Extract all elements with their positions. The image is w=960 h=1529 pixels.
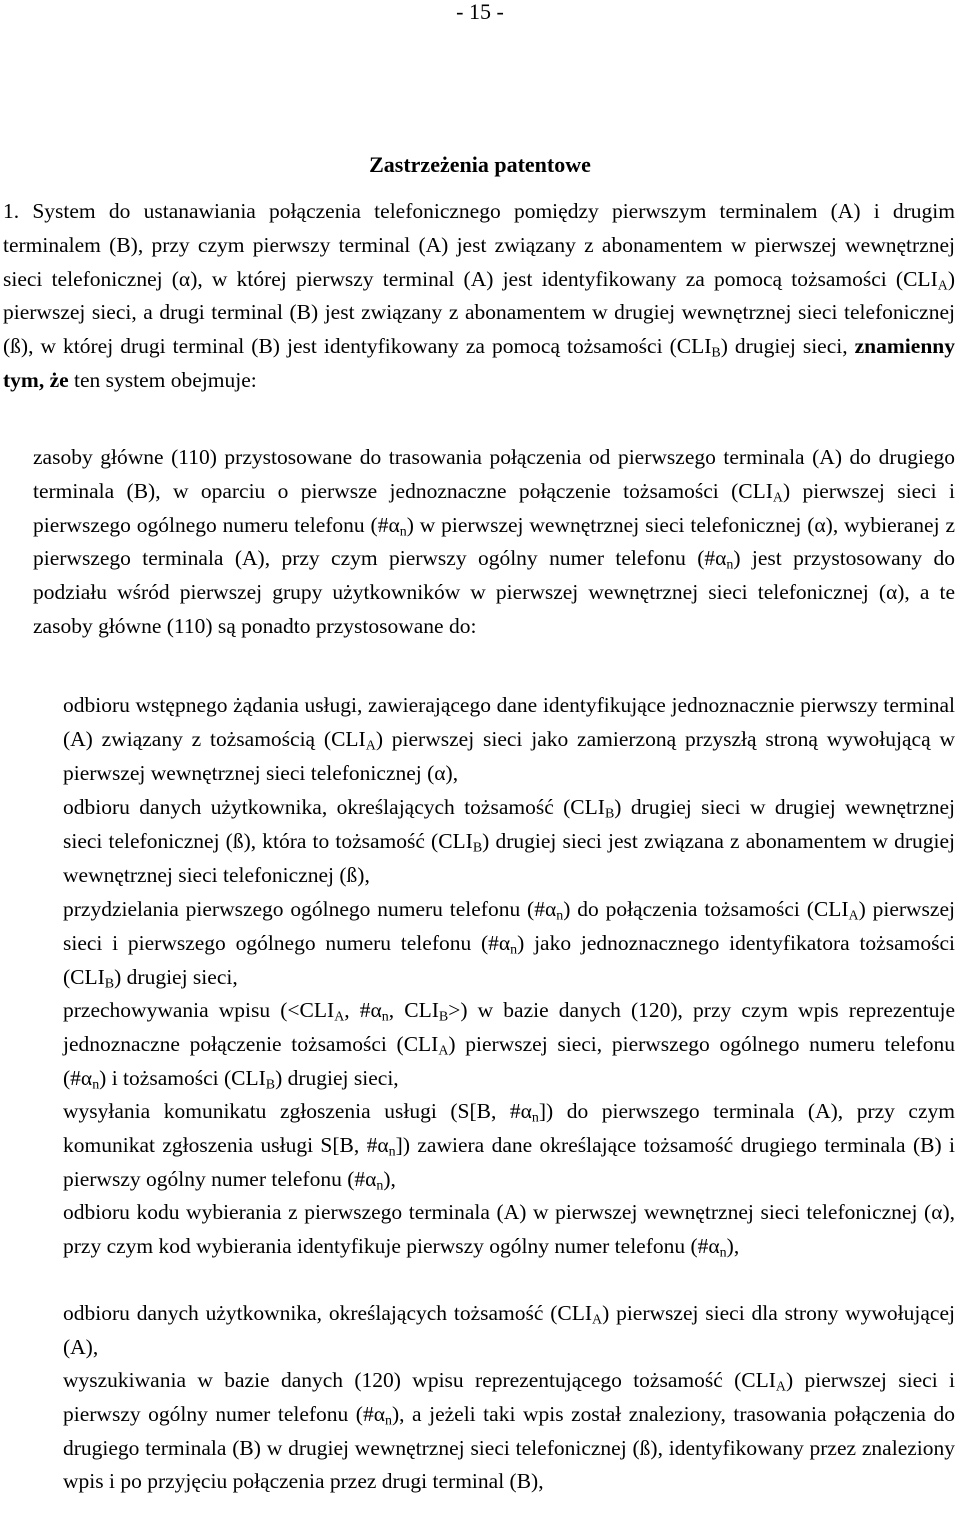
paragraph-text: zasoby główne (110) przystosowane do trasowania połączenia od pierwszego terminala (A) do drugiego terminala (B), w oparciu o pierwsze jednoznaczne połączenie tożsamości (CLI (33, 445, 955, 503)
function-item-2 (63, 791, 955, 892)
subscript: A (365, 738, 376, 754)
document-title: Zastrzeżenia patentowe (369, 152, 591, 177)
subscript: n (531, 1110, 539, 1126)
subscript: B (472, 840, 483, 856)
subscript: n (510, 942, 518, 958)
claim-text: ten system obejmuje: (68, 367, 257, 392)
subscript: B (711, 345, 721, 361)
claim-text: ) drugiej sieci, (720, 334, 855, 359)
item-text: odbioru danych użytkownika, określających tożsamość (CLI (63, 1301, 593, 1325)
item-text: ), (726, 1233, 740, 1258)
item-text: ) drugiej sieci w drugiej wewnętrznej sieci telefonicznej (ß), która to tożsamość (CLI (63, 795, 955, 853)
subscript: B (604, 806, 615, 822)
subscript: n (381, 1009, 389, 1025)
subscript: A (334, 1009, 345, 1025)
paragraph-text: ) pierwszej sieci i pierwszego ogólnego numeru telefonu (#α (33, 478, 955, 537)
subscript: A (937, 278, 948, 294)
item-text: ) drugiej sieci, (114, 964, 238, 989)
subscript: A (592, 1312, 603, 1328)
item-text: przydzielania pierwszego ogólnego numeru telefonu (#α (63, 897, 557, 921)
item-text: ) drugiej sieci jest związana z abonamentem w drugiej wewnętrznej sieci telefonicznej (ß), (63, 828, 955, 887)
subscript: B (438, 1009, 449, 1025)
item-text: odbioru wstępnego żądania usługi, zawierającego dane identyfikujące jednoznacznie pierwszy terminal (A) związany z tożsamością (CLI (63, 693, 955, 751)
subscript: n (399, 524, 407, 540)
item-text: , #α (344, 998, 382, 1022)
item-text: ]) do pierwszego terminala (A), przy czym komunikat zgłoszenia usługi S[B, #α (63, 1099, 955, 1157)
item-text: wysyłania komunikatu zgłoszenia usługi (S[B, #α (63, 1099, 532, 1123)
subscript: A (438, 1043, 449, 1059)
subscript: A (772, 490, 783, 506)
subscript: n (556, 908, 564, 924)
item-text: ) pierwszej sieci i pierwszy ogólny numer telefonu (#α (63, 1368, 955, 1426)
subscript: n (384, 1413, 392, 1429)
subscript: A (775, 1379, 787, 1395)
item-text: ) jako jednoznacznego identyfikatora tożsamości (CLI (63, 930, 955, 989)
function-item-1 (63, 689, 955, 790)
subscript: n (376, 1178, 384, 1194)
item-text: przechowywania wpisu (<CLI (63, 998, 335, 1022)
function-item-8 (63, 1364, 955, 1499)
item-text: odbioru kodu wybierania z pierwszego terminala (A) w pierwszej wewnętrznej sieci telefonicznej (α), przy czym kod wybierania identyfikuje pierwszy ogólny numer telefonu (#α (63, 1200, 955, 1258)
item-text: ) pierwszej sieci, pierwszego ogólnego numeru telefonu (#α (63, 1031, 955, 1090)
subscript: n (92, 1077, 100, 1093)
subscript: n (388, 1144, 396, 1160)
item-text: , CLI (388, 998, 439, 1022)
item-text: ) pierwszej sieci jako zamierzoną przyszłą stroną wywołującą w pierwszej wewnętrznej sieci telefonicznej (α), (63, 726, 955, 785)
paragraph-text: ) w pierwszej wewnętrznej sieci telefonicznej (α), wybieranej z pierwszego terminala (A), przy czym pierwszy ogólny numer telefonu (#α (33, 512, 955, 571)
item-text: wyszukiwania w bazie danych (120) wpisu reprezentującego tożsamość (CLI (63, 1368, 776, 1392)
claim-1-paragraph (3, 195, 955, 398)
function-item-4 (63, 994, 955, 1095)
subscript: B (265, 1077, 276, 1093)
item-text: ) drugiej sieci, (275, 1065, 399, 1090)
item-text: ) pierwszej sieci dla strony wywołującej (A), (63, 1301, 955, 1359)
claim-number: 1. (3, 199, 20, 223)
function-item-7 (63, 1297, 955, 1365)
claim-text: ) pierwszej sieci, a drugi terminal (B) jest związany z abonamentem w drugiej wewnętrznej sieci telefonicznej (ß), w której drugi terminal (B) jest identyfikowany za pomocą tożsamości (CLI (3, 266, 955, 359)
subscript: n (726, 557, 734, 573)
main-means-paragraph (33, 441, 955, 644)
claim-text: System do ustanawiania połączenia telefonicznego pomiędzy pierwszym terminalem (A) i drugim terminalem (B), przy czym pierwszy terminal (A) jest związany z abonamentem w pierwszej wewnętrznej sieci telefonicznej (α), w której pierwszy terminal (A) jest identyfikowany za pomocą tożsamości (CLI (3, 199, 955, 291)
item-text: ) do połączenia tożsamości (CLI (563, 897, 849, 921)
paragraph-text: ) jest przystosowany do podziału wśród pierwszej grupy użytkowników w pierwszej wewnętrznej sieci telefonicznej (α), a te zasoby główne (110) są ponadto przystosowane do: (33, 546, 955, 638)
item-text: ]) zawiera dane określające tożsamość drugiego terminala (B) i pierwszy ogólny numer telefonu (#α (63, 1132, 955, 1191)
page-number: - 15 - (456, 0, 504, 24)
subscript: n (719, 1245, 727, 1261)
item-text: ), (383, 1166, 396, 1191)
characterizing-phrase: znamienny tym, że (3, 334, 955, 392)
subscript: A (848, 908, 859, 924)
item-text: ) pierwszej sieci i pierwszego ogólnego numeru telefonu (#α (63, 897, 955, 955)
function-item-3 (63, 893, 955, 994)
item-text: ) i tożsamości (CLI (99, 1065, 266, 1090)
item-text: odbioru danych użytkownika, określających tożsamość (CLI (63, 795, 605, 819)
item-text: ), a jeżeli taki wpis został znaleziony, trasowania połączenia do drugiego terminala (B) w drugiej wewnętrznej sieci telefonicznej (ß), identyfikowany przez znaleziony wpis i po przyjęciu połączenia przez drugi terminal (B), (63, 1401, 955, 1494)
item-text: >) w bazie danych (120), przy czym wpis reprezentuje jednoznaczne połączenie tożsamości (CLI (63, 998, 956, 1056)
subscript: B (104, 976, 115, 992)
function-item-6 (63, 1196, 955, 1264)
function-item-5 (63, 1095, 955, 1196)
